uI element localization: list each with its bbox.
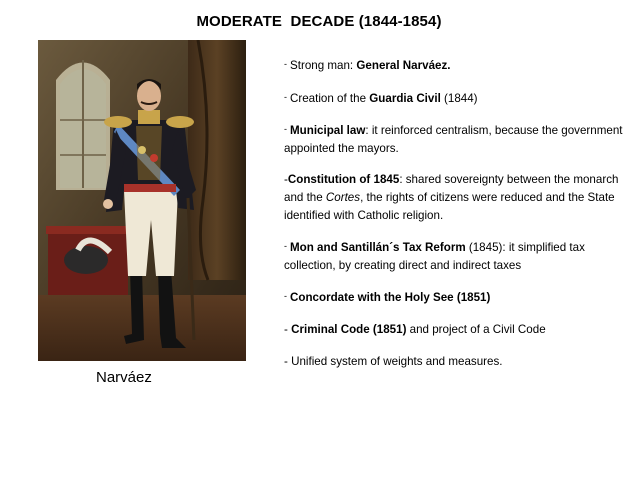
bullet-municipal-law	[284, 121, 629, 157]
bullet-dash: -	[284, 173, 288, 187]
bullet-guardia-civil	[284, 89, 629, 108]
bullet-bold-text: General Narváez.	[356, 59, 451, 72]
bullet-list	[284, 56, 629, 384]
portrait-caption: Narváez	[96, 369, 152, 386]
bullet-bold-text: Concordate with the Holy See (1851)	[290, 291, 491, 305]
bullet-dash: -	[284, 354, 288, 368]
bullet-concordate	[284, 288, 629, 307]
bullet-text: , the rights of citizens were reduced and the State identified with Catholic religion.	[284, 190, 615, 222]
narvaez-portrait-image	[38, 40, 246, 361]
bullet-dash: -	[284, 291, 287, 302]
bullet-bold-text: Constitution of 1845	[287, 173, 400, 187]
bullet-text: : it reinforced centralism, because the government appointed the mayors.	[284, 124, 623, 155]
bullet-text: (1844)	[440, 91, 478, 105]
bullet-constitution-1845	[284, 171, 629, 224]
bullet-bold-text: Criminal Code (1851)	[291, 322, 407, 336]
bullet-text: : shared sovereignty between the monarch and the	[284, 173, 619, 204]
bullet-dash: -	[284, 322, 288, 336]
bullet-dash: -	[284, 124, 287, 135]
bullet-tax-reform	[284, 238, 629, 274]
bullet-bold-text: Municipal law	[290, 124, 366, 138]
bullet-text: Unified system of weights and measures.	[291, 354, 503, 368]
bullet-dash: -	[284, 59, 287, 69]
bullet-weights-measures	[284, 353, 629, 371]
bullet-text: Creation of the	[290, 91, 370, 105]
bullet-text: and project of a Civil Code	[406, 322, 546, 336]
bullet-text: Strong man:	[290, 59, 357, 72]
bullet-dash: -	[284, 241, 287, 252]
bullet-italic-text: Cortes	[325, 190, 361, 204]
bullet-dash: -	[284, 91, 287, 102]
slide-title: MODERATE DECADE (1844-1854)	[196, 13, 442, 30]
bullet-strong-man	[284, 56, 629, 75]
bullet-bold-text: Mon and Santillán´s Tax Reform	[290, 241, 466, 255]
bullet-criminal-code	[284, 321, 629, 339]
bullet-text: (1845): it simplified tax collection, by creating direct and indirect taxes	[284, 241, 585, 272]
bullet-bold-text: Guardia Civil	[369, 91, 441, 105]
